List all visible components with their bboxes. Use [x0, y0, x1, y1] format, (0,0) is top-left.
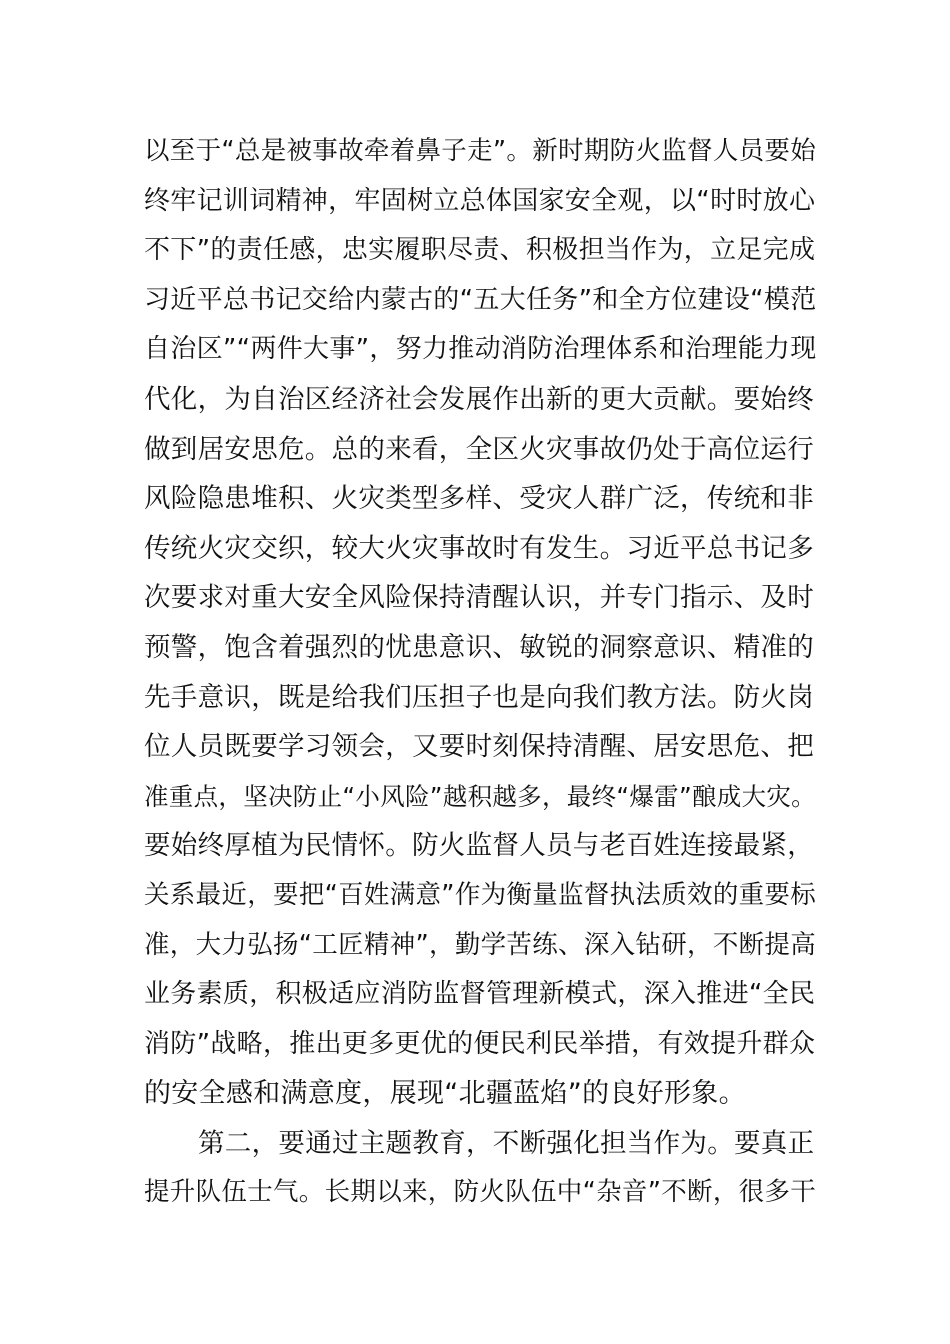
text-line-13: 位人员既要学习领会，又要时刻保持清醒、居安思危、把 — [144, 731, 814, 763]
text-line-20: 的安全感和满意度，展现“北疆蓝焰”的良好形象。 — [144, 1078, 746, 1110]
text-line-9: 传统火灾交织，较大火灾事故时有发生。习近平总书记多 — [144, 532, 814, 564]
text-line-10: 次要求对重大安全风险保持清醒认识，并专门指示、及时 — [144, 582, 814, 614]
text-line-11: 预警，饱含着强烈的忧患意识、敏锐的洞察意识、精准的 — [144, 631, 814, 663]
text-line-7: 做到居安思危。总的来看，全区火灾事故仍处于高位运行 — [144, 433, 814, 465]
text-line-18: 业务素质，积极适应消防监督管理新模式，深入推进“全民 — [144, 979, 816, 1010]
text-line-19: 消防”战略，推出更多更优的便民利民举措，有效提升群众 — [144, 1028, 816, 1059]
text-line-5: 自治区”“两件大事”，努力推动消防治理体系和治理能力现 — [144, 334, 817, 365]
text-line-1: 以至于“总是被事故牵着鼻子走”。新时期防火监督人员要始 — [144, 136, 817, 166]
text-line-12: 先手意识，既是给我们压担子也是向我们教方法。防火岗 — [144, 681, 814, 713]
body-text — [144, 127, 824, 1218]
text-line-14: 准重点，坚决防止“小风险”越积越多，最终“爆雷”酿成大灾。 — [144, 781, 816, 811]
text-line-15: 要始终厚植为民情怀。防火监督人员与老百姓连接最紧， — [144, 830, 814, 862]
text-line-2: 终牢记训词精神，牢固树立总体国家安全观，以“时时放心 — [144, 185, 816, 216]
text-line-8: 风险隐患堆积、火灾类型多样、受灾人群广泛，传统和非 — [144, 483, 814, 515]
text-line-6: 代化，为自治区经济社会发展作出新的更大贡献。要始终 — [144, 383, 814, 415]
text-line-17: 准，大力弘扬“工匠精神”，勤学苦练、深入钻研，不断提高 — [144, 929, 817, 960]
text-line-4: 习近平总书记交给内蒙古的“五大任务”和全方位建设“模范 — [144, 284, 817, 315]
text-line-22: 提升队伍士气。长期以来，防火队伍中“杂音”不断，很多干 — [144, 1177, 817, 1208]
paragraph-start-line: 第二，要通过主题教育，不断强化担当作为。要真正 — [198, 1127, 815, 1159]
text-line-3: 不下”的责任感，忠实履职尽责、积极担当作为，立足完成 — [144, 235, 816, 266]
text-line-16: 关系最近，要把“百姓满意”作为衡量监督执法质效的重要标 — [144, 879, 817, 910]
